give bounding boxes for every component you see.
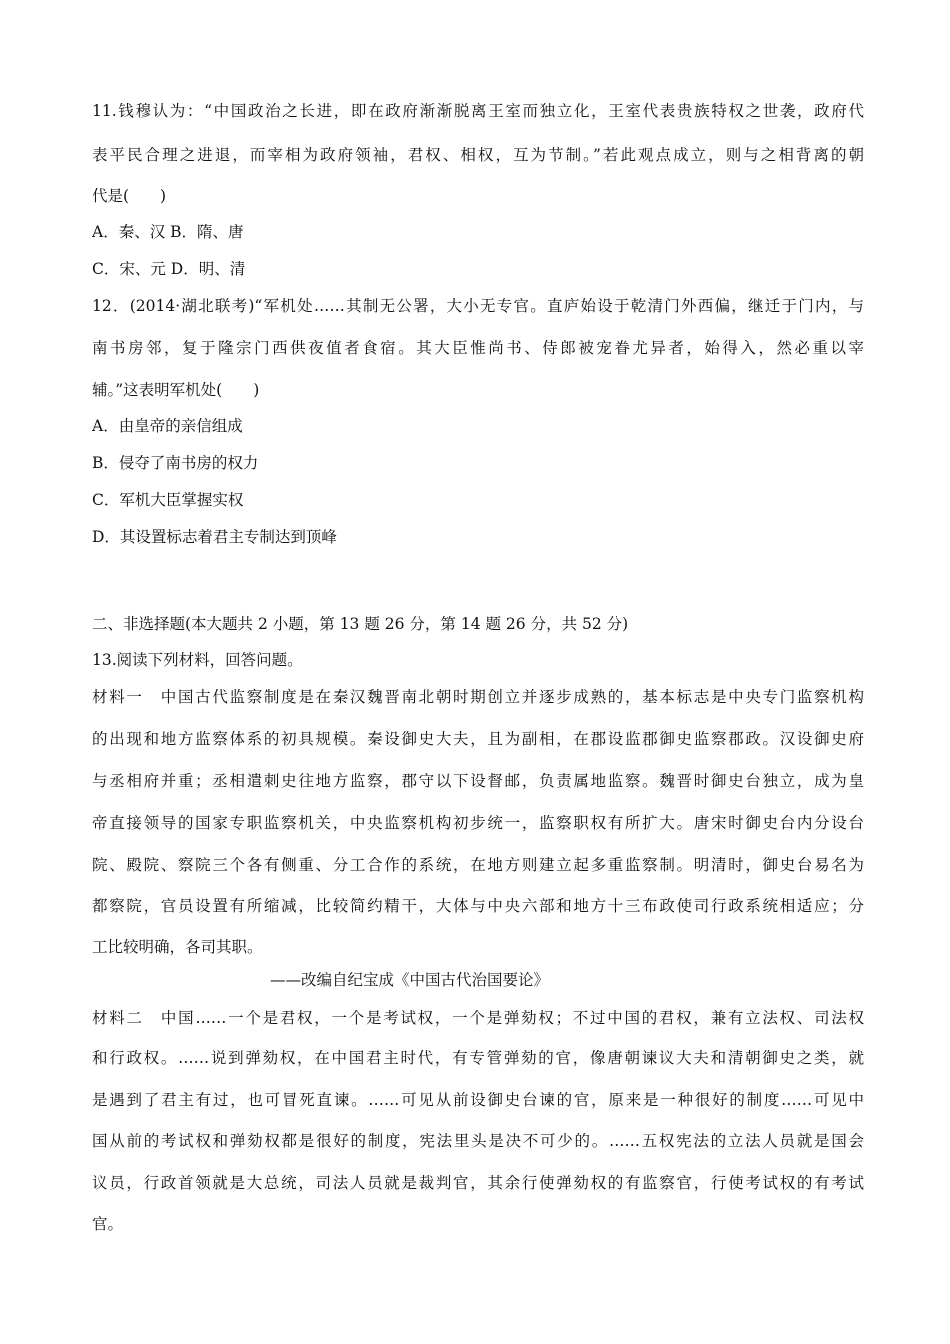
q12-stem-line-3: 辅。”这表明军机处( )	[92, 381, 260, 399]
q13-material2-line-3: 是遇到了君主有过，也可冒死直谏。……可见从前设御史台谏的官，原来是一种很好的制度……可见中	[92, 1091, 864, 1109]
q13-material1-line-5: 院、殿院、察院三个各有侧重、分工合作的系统，在地方则建立起多重监察制。明清时，御史台易名为	[92, 856, 864, 874]
q12-option-b: B．侵夺了南书房的权力	[92, 454, 259, 472]
q11-stem-line-2: 表平民合理之进退，而宰相为政府领袖，君权、相权，互为节制。”若此观点成立，则与之相背离的朝	[92, 146, 864, 164]
q12-option-d: D．其设置标志着君主专制达到顶峰	[92, 528, 337, 546]
q13-material2-line-5: 议员，行政首领就是大总统，司法人员就是裁判官，其余行使弹劾权的有监察官，行使考试权的有考试	[92, 1174, 864, 1192]
q13-material1-line-2: 的出现和地方监察体系的初具规模。秦设御史大夫，且为副相，在郡设监郡御史监察郡政。汉设御史府	[92, 730, 864, 748]
q13-material2-line-6: 官。	[92, 1215, 124, 1233]
q13-material2-line-2: 和行政权。……说到弹劾权，在中国君主时代，有专管弹劾的官，像唐朝谏议大夫和清朝御史之类，就	[92, 1049, 864, 1067]
q11-options-cd: C．宋、元 D．明、清	[92, 260, 246, 278]
q13-material1-line-1: 材料一 中国古代监察制度是在秦汉魏晋南北朝时期创立并逐步成熟的，基本标志是中央专门监察机构	[92, 688, 864, 706]
q13-intro: 13.阅读下列材料，回答问题。	[92, 651, 303, 669]
q13-material1-source: ——改编自纪宝成《中国古代治国要论》	[270, 971, 550, 989]
q11-stem-line-1: 11.钱穆认为：“中国政治之长进，即在政府渐渐脱离王室而独立化，王室代表贵族特权之世袭，政府代	[92, 102, 864, 120]
q12-stem-line-1: 12．(2014·湖北联考)“军机处……其制无公署，大小无专官。直庐始设于乾清门外西偏，继迁于门内，与	[92, 297, 864, 315]
q13-material1-line-7: 工比较明确，各司其职。	[92, 938, 263, 956]
q12-option-a: A．由皇帝的亲信组成	[92, 417, 243, 435]
q11-options-ab: A．秦、汉 B．隋、唐	[92, 223, 244, 241]
q13-material1-line-4: 帝直接领导的国家专职监察机关，中央监察机构初步统一，监察职权有所扩大。唐宋时御史台内分设台	[92, 814, 864, 832]
q12-stem-line-2: 南书房邻，复于隆宗门西供夜值者食宿。其大臣惟尚书、侍郎被宠眷尤异者，始得入，然必重以宰	[92, 339, 864, 357]
q13-material2-line-4: 国从前的考试权和弹劾权都是很好的制度，宪法里头是决不可少的。……五权宪法的立法人员就是国会	[92, 1132, 864, 1150]
q12-option-c: C．军机大臣掌握实权	[92, 491, 244, 509]
q13-material1-line-6: 都察院，官员设置有所缩减，比较简约精干，大体与中央六部和地方十三布政使司行政系统相适应；分	[92, 897, 864, 915]
q13-material2-line-1: 材料二 中国……一个是君权，一个是考试权，一个是弹劾权；不过中国的君权，兼有立法权、司法权	[92, 1009, 864, 1027]
q11-stem-line-3: 代是( )	[92, 187, 167, 205]
section2-heading: 二、非选择题(本大题共 2 小题，第 13 题 26 分，第 14 题 26 分，共 52 分)	[92, 615, 629, 633]
q13-material1-line-3: 与丞相府并重；丞相遣刺史往地方监察，郡守以下设督邮，负责属地监察。魏晋时御史台独立，成为皇	[92, 772, 864, 790]
